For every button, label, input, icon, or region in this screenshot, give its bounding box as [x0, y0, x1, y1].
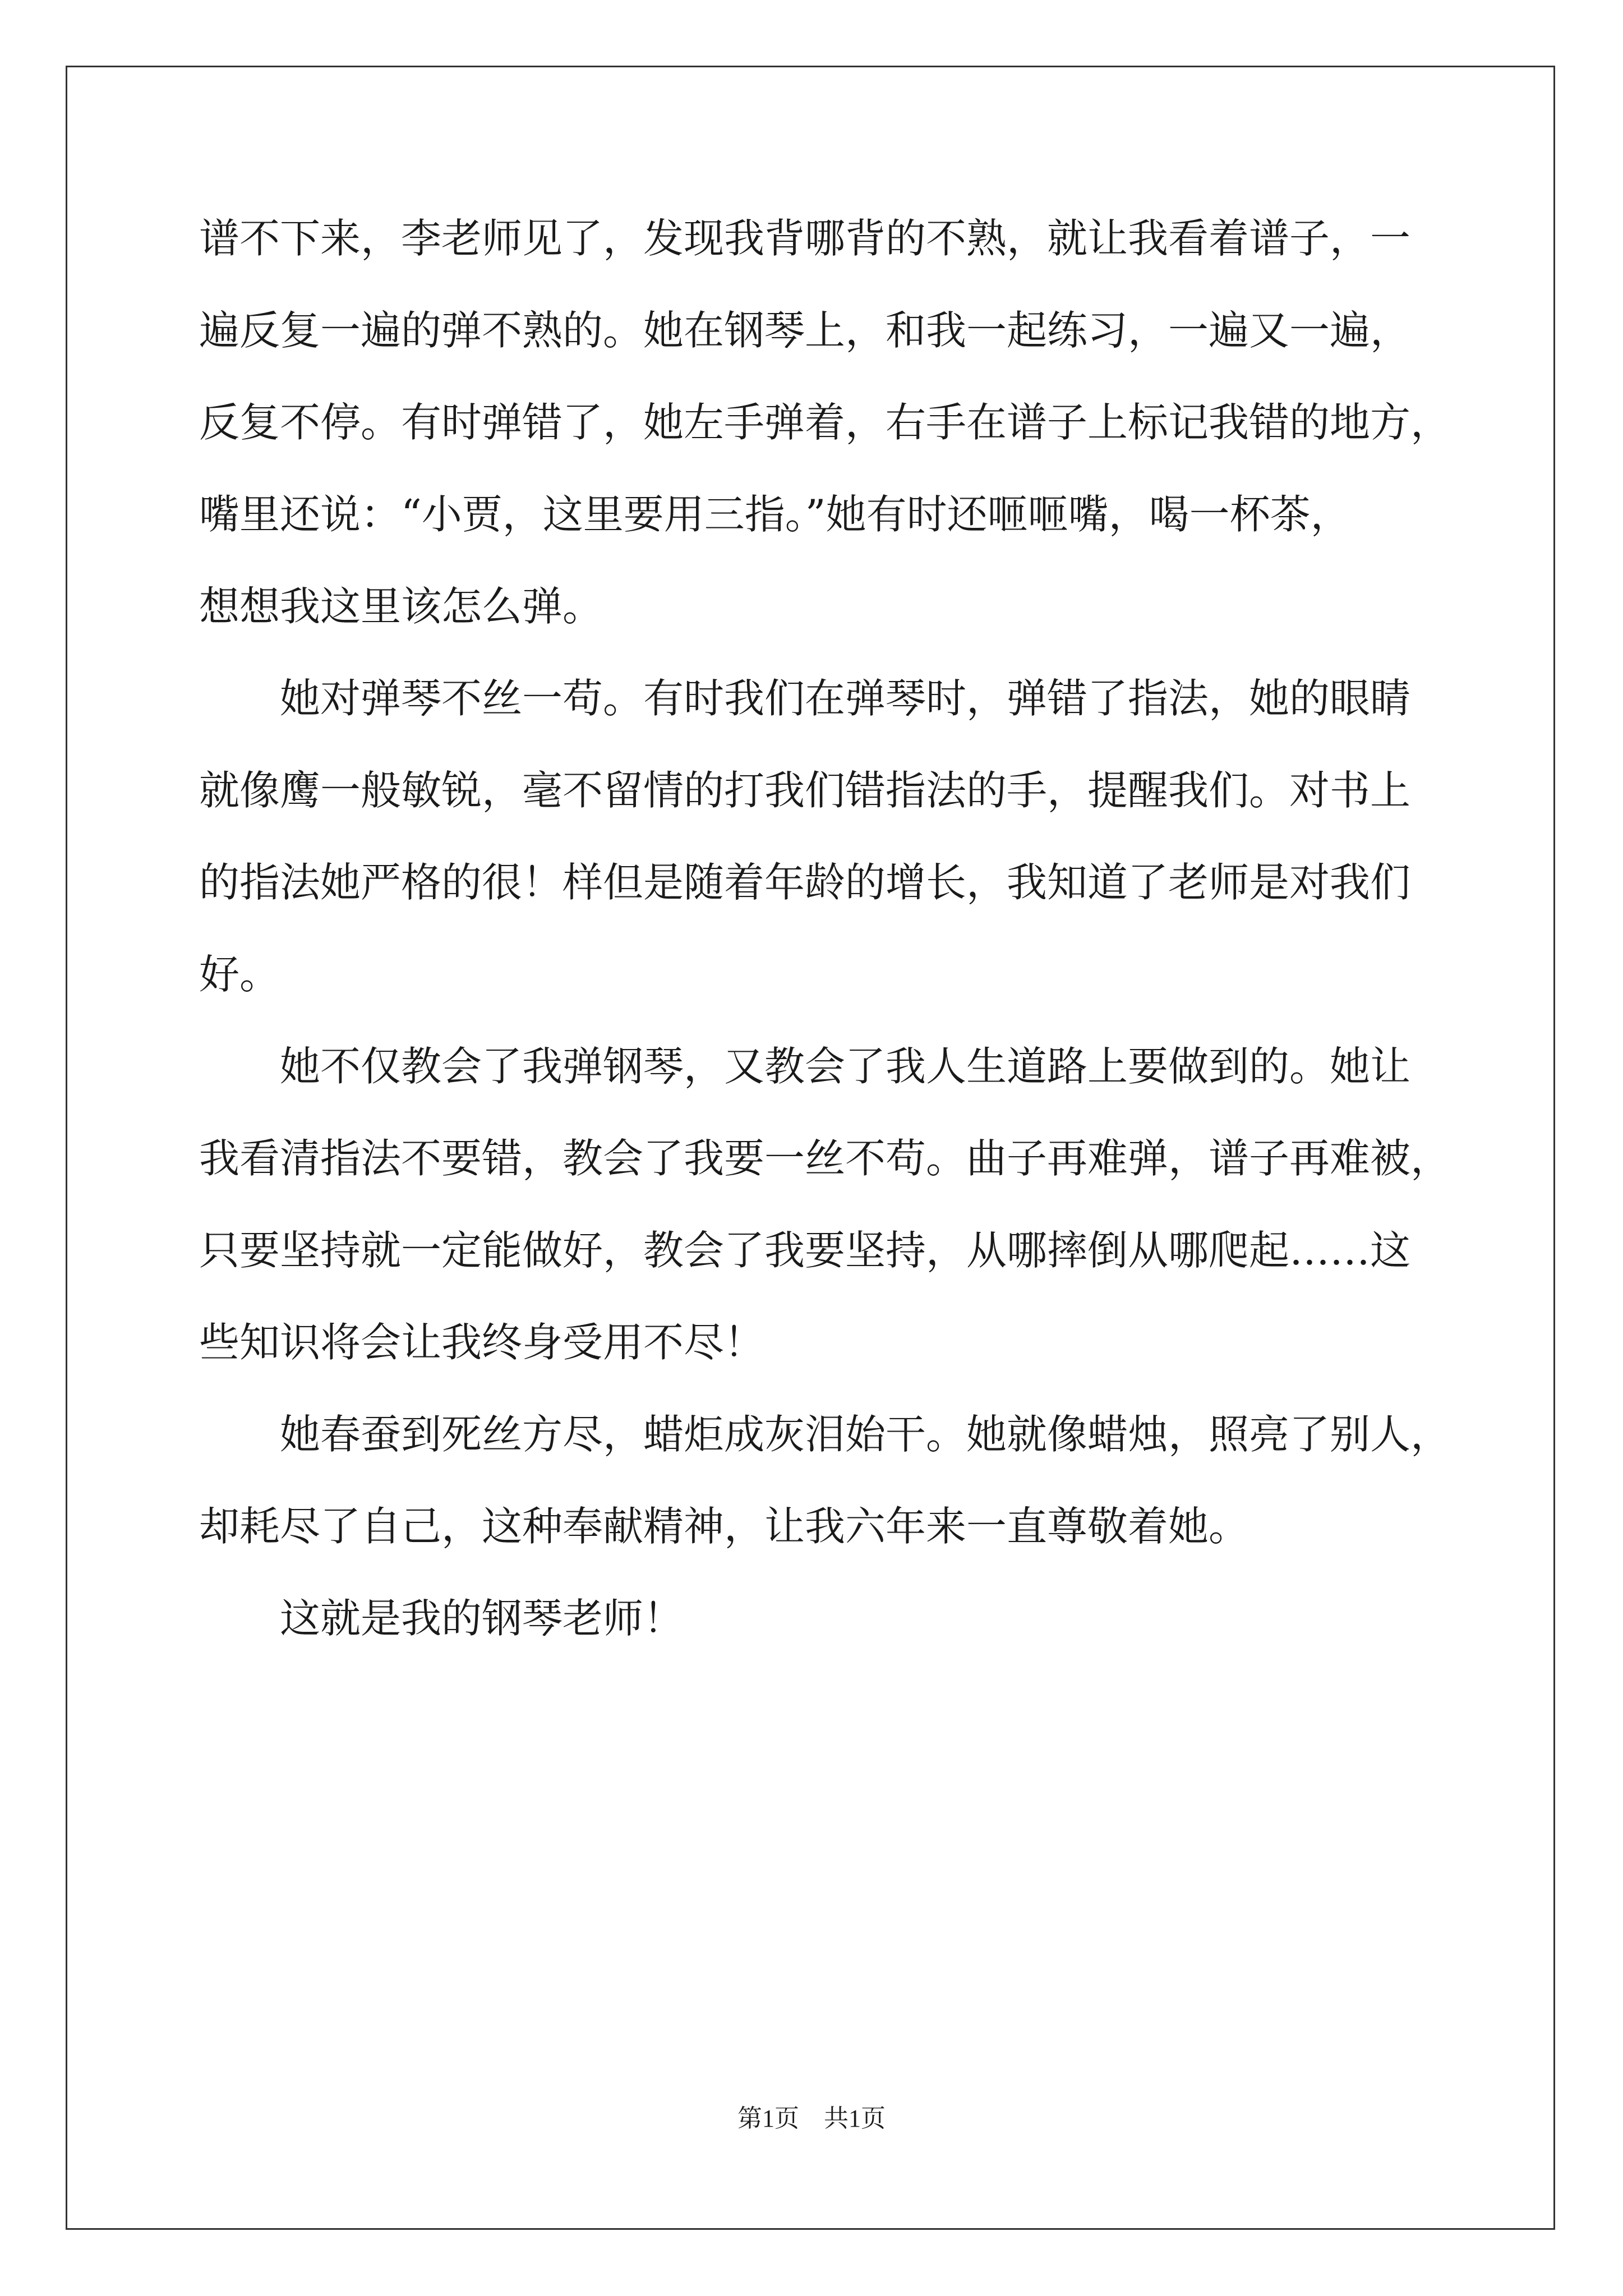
paragraph-first-line: 她春蚕到死丝方尽，蜡炬成灰泪始干。她就像蜡烛，照亮了别人，: [280, 1411, 1451, 1458]
text-line: 遍反复一遍的弹不熟的。她在钢琴上，和我一起练习，一遍又一遍，: [199, 307, 1411, 354]
paragraph-first-line: 这就是我的钢琴老师！: [280, 1595, 684, 1642]
text-line: 就像鹰一般敏锐，毫不留情的打我们错指法的手，提醒我们。对书上: [199, 767, 1411, 814]
text-line: 好。: [199, 951, 280, 998]
text-line: 些知识将会让我终身受用不尽！: [199, 1319, 765, 1366]
text-line: 只要坚持就一定能做好，教会了我要坚持，从哪摔倒从哪爬起……这: [199, 1227, 1411, 1274]
paragraph-first-line: 她对弹琴不丝一苟。有时我们在弹琴时，弹错了指法，她的眼睛: [280, 675, 1411, 722]
page-number-footer: 第1页 共1页: [737, 2105, 886, 2132]
text-line: 反复不停。有时弹错了，她左手弹着，右手在谱子上标记我错的地方，: [199, 399, 1451, 446]
text-line: 想想我这里该怎么弹。: [199, 583, 603, 630]
document-body: [199, 210, 1467, 1682]
text-line: 我看清指法不要错，教会了我要一丝不苟。曲子再难弹，谱子再难被，: [199, 1135, 1451, 1182]
paragraph-first-line: 她不仅教会了我弹钢琴，又教会了我人生道路上要做到的。她让: [280, 1043, 1411, 1090]
text-line: 却耗尽了自己，这种奉献精神，让我六年来一直尊敬着她。: [199, 1503, 1249, 1550]
text-line: 嘴里还说：“小贾，这里要用三指。”她有时还咂咂嘴，喝一杯茶，: [199, 491, 1351, 538]
text-line: 的指法她严格的很！样但是随着年龄的增长，我知道了老师是对我们: [199, 859, 1411, 906]
text-line: 谱不下来，李老师见了，发现我背哪背的不熟，就让我看着谱子，一: [199, 215, 1411, 262]
